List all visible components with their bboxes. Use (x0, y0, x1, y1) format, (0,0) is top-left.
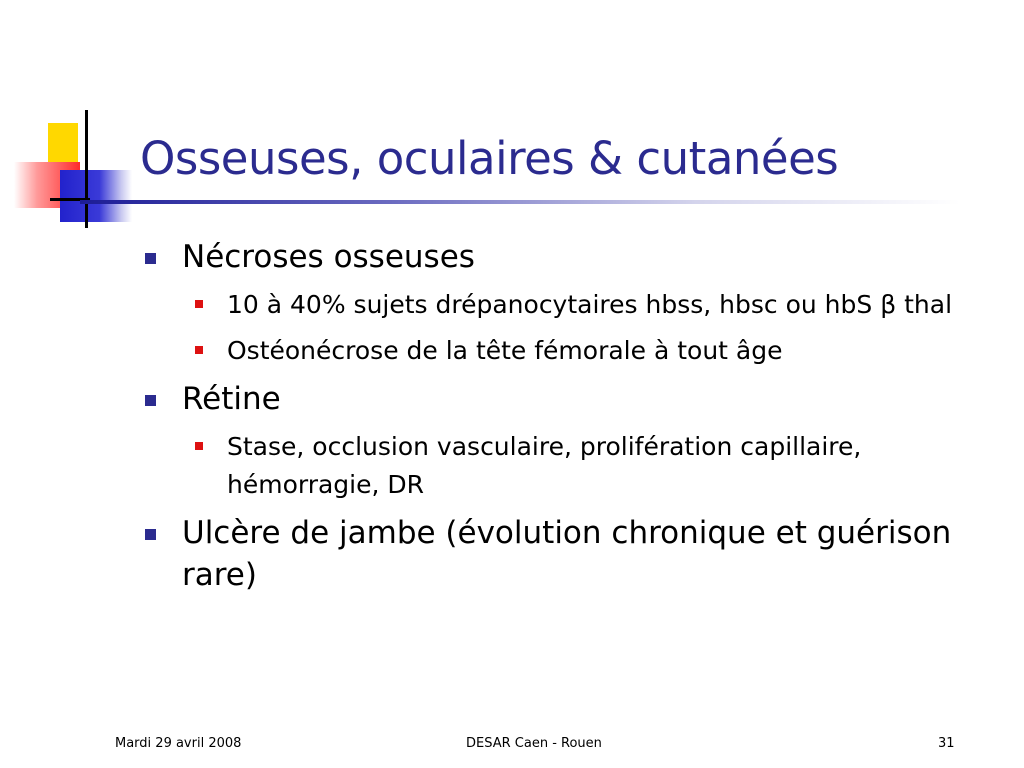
bullet-text: Rétine (182, 381, 281, 417)
blue-square-decoration (60, 170, 132, 222)
slide-content (145, 236, 995, 604)
footer-center-text: DESAR Caen - Rouen (466, 736, 602, 751)
bullet-text: Nécroses osseuses (182, 239, 475, 275)
footer-date: Mardi 29 avril 2008 (115, 736, 242, 751)
square-bullet-icon (195, 300, 203, 308)
square-bullet-icon (195, 346, 203, 354)
sub-bullet-item (195, 286, 995, 324)
bullet-item (145, 512, 995, 596)
sub-bullet-text: Ostéonécrose de la tête fémorale à tout âge (227, 336, 783, 365)
bullet-text: Ulcère de jambe (évolution chronique et guérison rare) (182, 515, 952, 593)
square-bullet-icon (145, 253, 156, 264)
square-bullet-icon (145, 395, 156, 406)
sub-bullet-item (195, 332, 995, 370)
square-bullet-icon (145, 529, 156, 540)
bullet-item (145, 236, 995, 278)
bullet-item (145, 378, 995, 420)
square-bullet-icon (195, 442, 203, 450)
sub-bullet-text: 10 à 40% sujets drépanocytaires hbss, hbsc ou hbS β thal (227, 290, 953, 319)
yellow-square-decoration (48, 123, 78, 166)
slide-title: Osseuses, oculaires & cutanées (140, 132, 839, 185)
sub-bullet-item (195, 428, 995, 504)
title-underline (80, 200, 960, 204)
sub-bullet-text: Stase, occlusion vasculaire, prolifération capillaire, hémorragie, DR (227, 432, 862, 499)
slide-number: 31 (938, 736, 955, 751)
vertical-line-decoration (85, 110, 88, 228)
